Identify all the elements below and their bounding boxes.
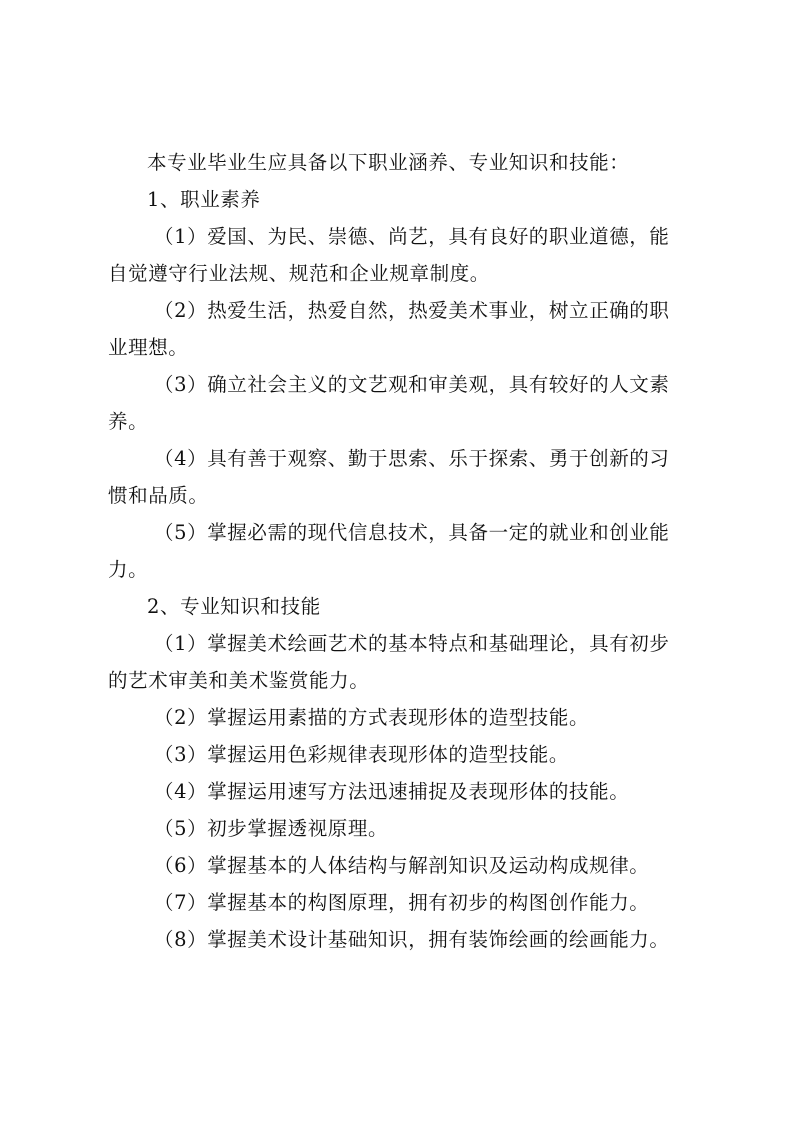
item-line: （1）掌握美术绘画艺术的基本特点和基础理论，具有初步 — [154, 632, 670, 655]
section-2-item-3: （3）掌握运用色彩规律表现形体的造型技能。 — [154, 743, 570, 766]
section-1-item-2 — [108, 292, 688, 366]
section-2-item-5: （5）初步掌握透视原理。 — [154, 817, 389, 840]
section-1-item-4 — [108, 440, 688, 514]
item-line-continued: 力。 — [108, 558, 149, 581]
section-2-item-1 — [108, 625, 688, 699]
item-line-continued: 养。 — [108, 410, 149, 433]
section-1-item-3 — [108, 366, 688, 440]
item-line: （2）热爱生活，热爱自然，热爱美术事业，树立正确的职 — [154, 299, 670, 322]
document-body — [108, 144, 688, 958]
item-line-continued: 业理想。 — [108, 336, 189, 359]
item-line-continued: 惯和品质。 — [108, 484, 209, 507]
section-2-item-7: （7）掌握基本的构图原理，拥有初步的构图创作能力。 — [154, 891, 650, 914]
item-line: （1）爱国、为民、崇德、尚艺，具有良好的职业道德，能 — [154, 225, 670, 248]
section-1-item-5 — [108, 514, 688, 588]
section-2-item-4: （4）掌握运用速写方法迅速捕捉及表现形体的技能。 — [154, 780, 630, 803]
section-1-item-1 — [108, 218, 688, 292]
section-1-heading: 1、职业素养 — [147, 188, 261, 211]
item-line-continued: 的艺术审美和美术鉴赏能力。 — [108, 669, 370, 692]
item-line-continued: 自觉遵守行业法规、规范和企业规章制度。 — [108, 262, 490, 285]
section-2-item-2: （2）掌握运用素描的方式表现形体的造型技能。 — [154, 706, 590, 729]
section-2-item-6: （6）掌握基本的人体结构与解剖知识及运动构成规律。 — [154, 854, 650, 877]
section-2-item-8: （8）掌握美术设计基础知识，拥有装饰绘画的绘画能力。 — [154, 928, 670, 951]
intro-paragraph: 本专业毕业生应具备以下职业涵养、专业知识和技能： — [147, 151, 630, 174]
item-line: （5）掌握必需的现代信息技术，具备一定的就业和创业能 — [154, 521, 670, 544]
item-line: （4）具有善于观察、勤于思索、乐于探索、勇于创新的习 — [154, 447, 670, 470]
item-line: （3）确立社会主义的文艺观和审美观，具有较好的人文素 — [154, 373, 670, 396]
section-2-heading: 2、专业知识和技能 — [147, 595, 321, 618]
